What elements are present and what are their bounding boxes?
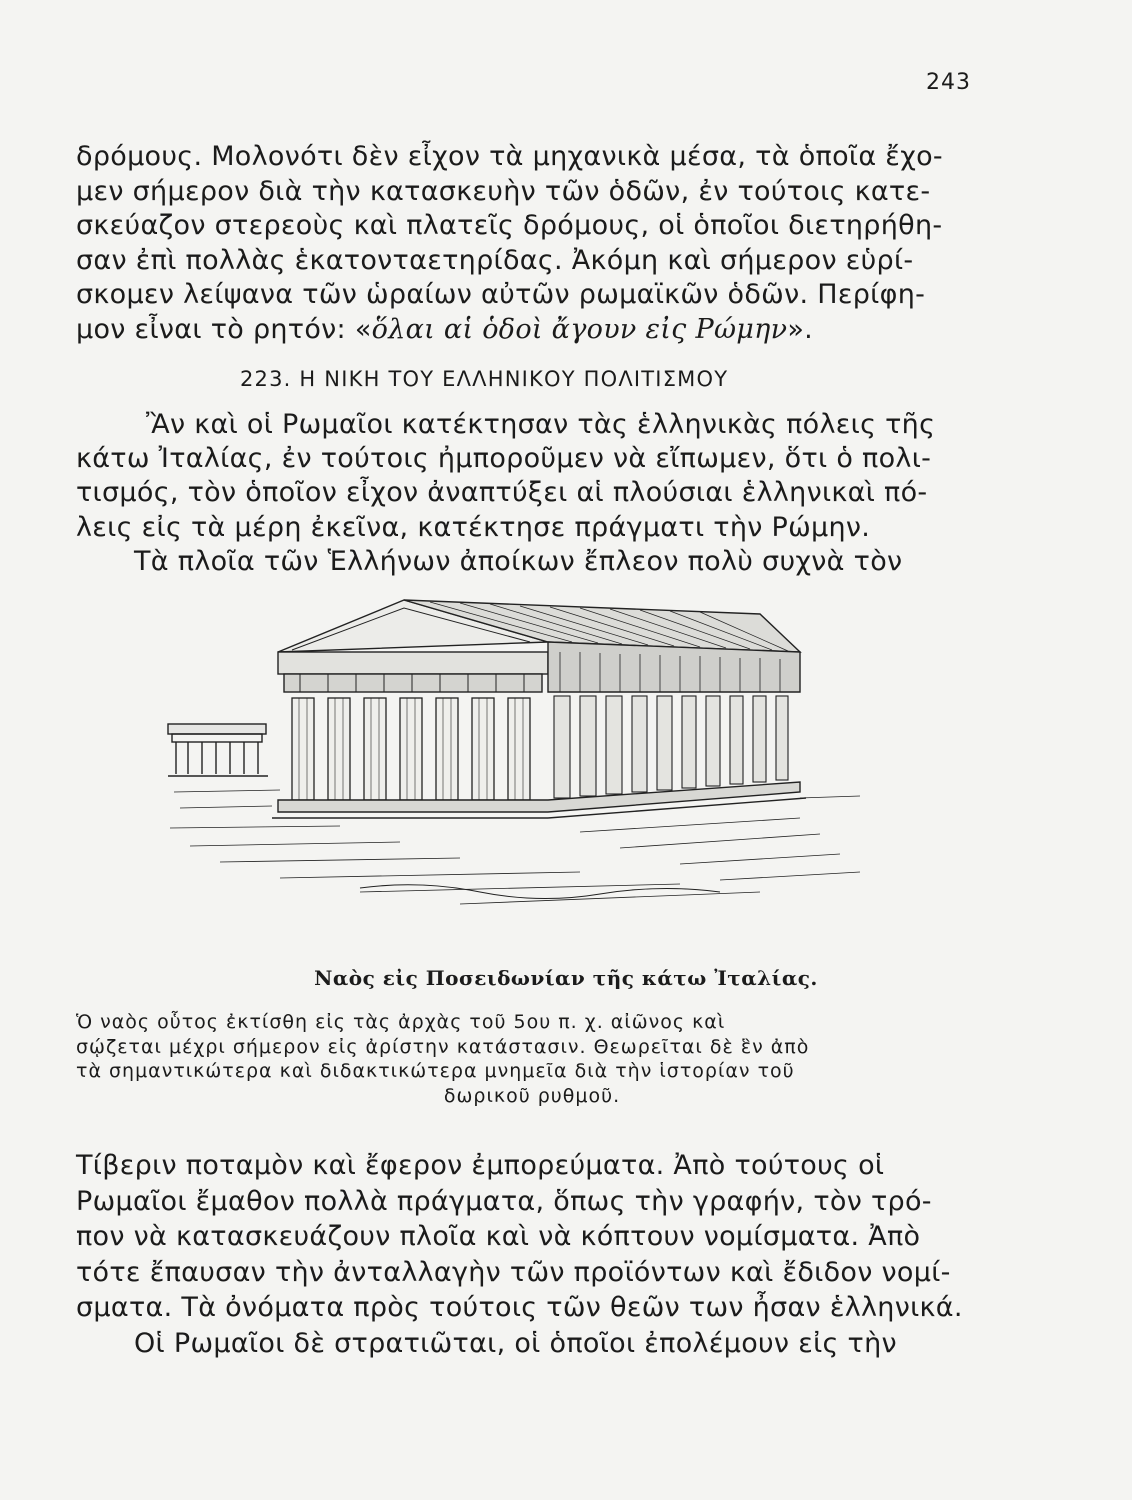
section-heading: 223. Η ΝΙΚΗ ΤΟΥ ΕΛΛΗΝΙΚΟΥ ΠΟΛΙΤΙΣΜΟΥ <box>240 367 729 391</box>
paragraph-roman-roads <box>76 140 984 348</box>
text-line: τότε ἔπαυσαν τὴν ἀνταλλαγὴν τῶν προϊόντων καὶ ἔδιδον νομί- <box>76 1256 951 1288</box>
text-line: τισμός, τὸν ὁποῖον εἶχον ἀναπτύξει αἱ πλούσιαι ἑλληνικαὶ πό- <box>76 477 928 509</box>
text-line: Ἂν καὶ οἱ Ρωμαῖοι κατέκτησαν τὰς ἑλληνικὰς πόλεις τῆς <box>146 409 936 440</box>
quote-text: ὅλαι αἱ ὁδοὶ ἄγουν εἰς Ρώμην <box>371 313 788 345</box>
distant-temple <box>168 724 268 776</box>
caption-line: τὰ σημαντικώτερα καὶ διδακτικώτερα μνημεῖα διὰ τὴν ἱστορίαν τοῦ <box>76 1060 795 1082</box>
text-line: δρόμους. Μολονότι δὲν εἶχον τὰ μηχανικὰ μέσα, τὰ ὁποῖα ἔχο- <box>76 141 943 172</box>
text-line: Οἱ Ρωμαῖοι δὲ στρατιῶται, οἱ ὁποῖοι ἐπολέμουν εἰς τὴν <box>134 1327 897 1359</box>
caption-line: Ὁ ναὸς οὗτος ἐκτίσθη εἰς τὰς ἀρχὰς τοῦ 5ου π. χ. αἰῶνος καὶ <box>76 1011 726 1033</box>
caption-line: σῴζεται μέχρι σήμερον εἰς ἀρίστην κατάστασιν. Θεωρεῖται δὲ ἓν ἀπὸ <box>76 1035 810 1058</box>
text-line: Τίβεριν ποταμὸν καὶ ἔφερον ἐμπορεύματα. Ἀπὸ τούτους οἱ <box>76 1150 885 1181</box>
text-line: πον νὰ κατασκευάζουν πλοῖα καὶ νὰ κόπτουν νομίσματα. Ἀπὸ <box>76 1221 921 1252</box>
temple-drawing <box>160 592 880 952</box>
figure-caption-title: Ναὸς εἰς Ποσειδωνίαν τῆς κάτω Ἰταλίας. <box>314 966 818 990</box>
paragraph-hellenic-victory <box>76 408 984 579</box>
text-line: σκομεν λείψανα τῶν ὡραίων αὐτῶν ρωμαϊκῶν ὁδῶν. Περίφη- <box>76 279 926 311</box>
quote-prefix: μον εἶναι τὸ ρητόν: « <box>76 313 372 345</box>
page-number: 243 <box>926 70 971 95</box>
text-line: σαν ἐπὶ πολλὰς ἑκατονταετηρίδας. Ἀκόμη καὶ σήμερον εὑρί- <box>76 244 914 276</box>
caption-line: δωρικοῦ ρυθμοῦ. <box>443 1084 621 1107</box>
text-line: σματα. Τὰ ὀνόματα πρὸς τούτοις τῶν θεῶν των ἦσαν ἑλληνικά. <box>76 1292 963 1323</box>
text-line: σκεύαζον στερεοὺς καὶ πλατεῖς δρόμους, οἱ ὁποῖοι διετηρήθη- <box>76 210 943 242</box>
text-line: κάτω Ἰταλίας, ἐν τούτοις ἠμποροῦμεν νὰ εἴπωμεν, ὅτι ὁ πολι- <box>76 443 932 475</box>
text-line: μεν σήμερον διὰ τὴν κατασκευὴν τῶν ὁδῶν, ἐν τούτοις κατε- <box>76 175 931 207</box>
temple-illustration <box>160 592 880 952</box>
text-line-last <box>76 313 984 348</box>
quote-suffix: ». <box>787 313 814 345</box>
text-line: Τὰ πλοῖα τῶν Ἑλλήνων ἀποίκων ἔπλεον πολὺ συχνὰ τὸν <box>134 545 903 577</box>
paragraph-greek-influence <box>76 1148 984 1361</box>
text-line: λεις εἰς τὰ μέρη ἐκεῖνα, κατέκτησε πράγματι τὴν Ρώμην. <box>76 511 871 543</box>
text-line: Ρωμαῖοι ἔμαθον πολλὰ πράγματα, ὅπως τὴν γραφήν, τὸν τρό- <box>76 1185 932 1217</box>
figure-caption-text <box>76 1010 988 1108</box>
